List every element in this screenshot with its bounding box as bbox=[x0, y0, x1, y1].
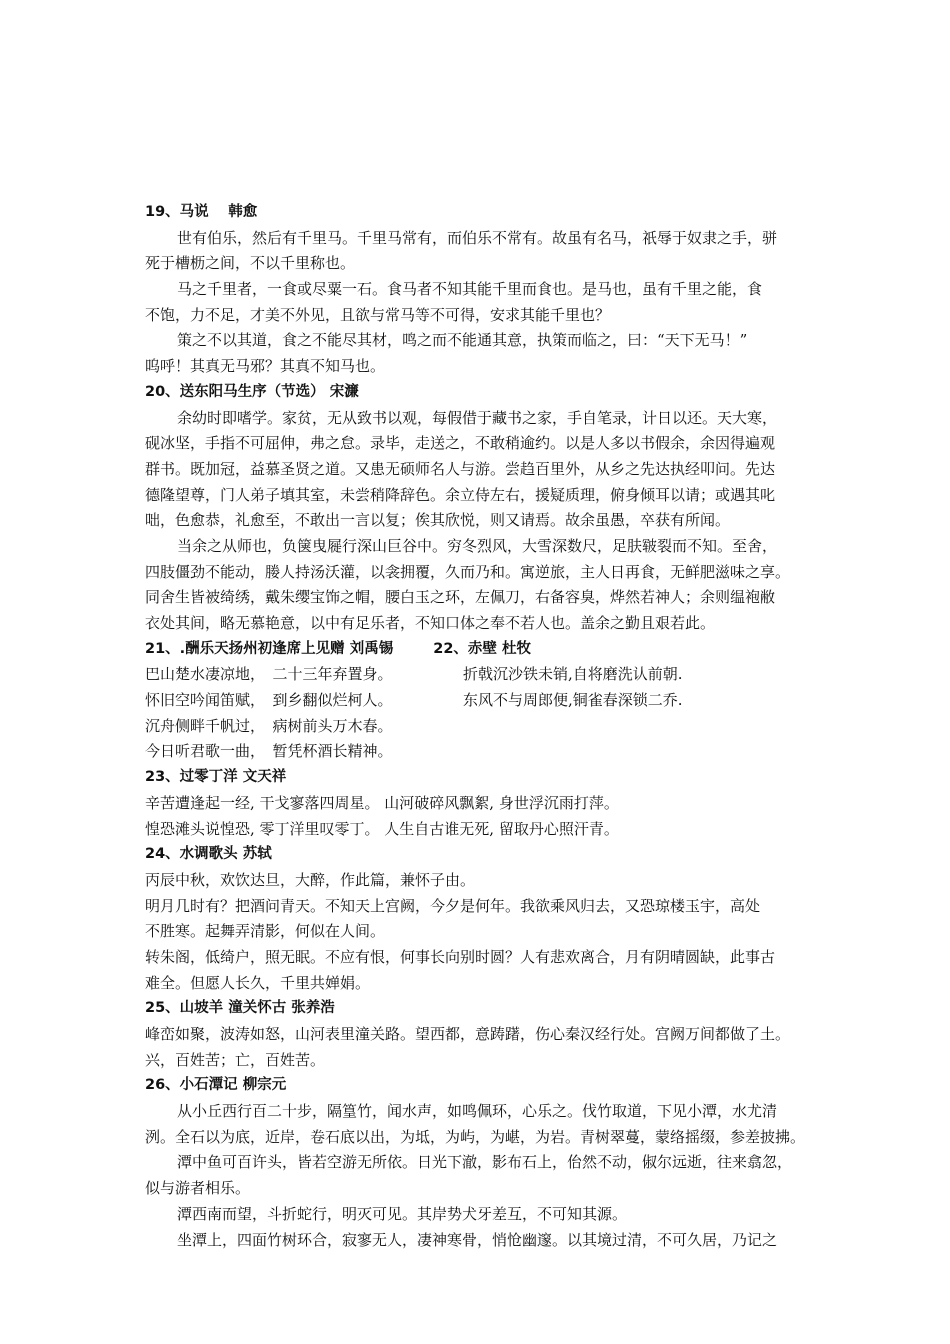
paragraph-line: 似与游者相乐。 bbox=[145, 1179, 251, 1198]
paragraph-line: 群书。既加冠，益慕圣贤之道。又患无硕师名人与游。尝趋百里外，从乡之先达执经叩问。先达 bbox=[145, 459, 776, 478]
poem-line: 东风不与周郎便,铜雀春深锁二乔. bbox=[463, 691, 683, 710]
section-heading: 25、山坡羊 潼关怀古 张养浩 bbox=[145, 1000, 335, 1017]
document-body bbox=[145, 200, 820, 1253]
paragraph-line: 兴，百姓苦；亡，百姓苦。 bbox=[145, 1050, 326, 1069]
paragraph-line: 衣处其间，略无慕艳意，以中有足乐者，不知口体之奉不若人也。盖余之勤且艰若此。 bbox=[145, 614, 716, 632]
section-heading: 26、小石潭记 柳宗元 bbox=[145, 1077, 287, 1094]
paragraph-line: 转朱阁，低绮户，照无眠。不应有恨，何事长向别时圆？人有悲欢离合，月有阴晴圆缺，此事古 bbox=[145, 947, 776, 966]
paragraph-line: 世有伯乐，然后有千里马。千里马常有，而伯乐不常有。故虽有名马，祇辱于奴隶之手，骈 bbox=[177, 228, 778, 247]
poem-line: 怀旧空吟闻笛赋， 到乡翻似烂柯人。 bbox=[145, 691, 393, 710]
paragraph-line: 马之千里者，一食或尽粟一石。食马者不知其能千里而食也。是马也，虽有千里之能，食 bbox=[177, 280, 763, 299]
section-heading: 23、过零丁洋 文天祥 bbox=[145, 769, 287, 786]
section-heading: 22、赤壁 杜牧 bbox=[433, 640, 531, 657]
poem-line-pair bbox=[145, 662, 820, 688]
paragraph-line: 惶恐滩头说惶恐, 零丁洋里叹零丁。 人生自古谁无死, 留取丹心照汗青。 bbox=[145, 819, 619, 838]
paragraph-line: 不饱，力不足，才美不外见，且欲与常马等不可得，安求其能千里也？ bbox=[145, 305, 611, 324]
paragraph-line: 同舍生皆被绮绣，戴朱缨宝饰之帽，腰白玉之环，左佩刀，右备容臭，烨然若神人；余则缊袍敝 bbox=[145, 588, 776, 607]
section-heading: 24、水调歌头 苏轼 bbox=[145, 846, 272, 863]
paragraph-line: 洌。全石以为底，近岸，卷石底以出，为坻，为屿，为嵁，为岩。青树翠蔓，蒙络摇缀，参差披拂。 bbox=[145, 1127, 806, 1146]
section-heading: 21、.酬乐天扬州初逢席上见赠 刘禹锡 bbox=[145, 640, 394, 657]
paragraph-line: 潭中鱼可百许头，皆若空游无所依。日光下澈，影布石上，佁然不动，俶尔远逝，往来翕忽， bbox=[177, 1153, 793, 1172]
poem-line: 今日听君歌一曲， 暂凭杯酒长精神。 bbox=[145, 742, 393, 761]
paragraph-line: 辛苦遭逢起一经, 干戈寥落四周星。 山河破碎风飘絮, 身世浮沉雨打萍。 bbox=[145, 793, 619, 812]
heading-pair bbox=[145, 637, 820, 663]
paragraph-line: 不胜寒。起舞弄清影，何似在人间。 bbox=[145, 922, 386, 941]
paragraph-line: 丙辰中秋，欢饮达旦，大醉，作此篇，兼怀子由。 bbox=[145, 870, 476, 889]
section-heading: 19、马说 韩愈 bbox=[145, 204, 258, 220]
paragraph-line: 明月几时有？把酒问青天。不知天上宫阙，今夕是何年。我欲乘风归去，又恐琼楼玉宇，高处 bbox=[145, 896, 761, 915]
paragraph-line: 坐潭上，四面竹树环合，寂寥无人，凄神寒骨，悄怆幽邃。以其境过清，不可久居，乃记之 bbox=[177, 1230, 778, 1249]
poem-line: 巴山楚水凄凉地， 二十三年弃置身。 bbox=[145, 665, 393, 684]
paragraph-line: 余幼时即嗜学。家贫，无从致书以观，每假借于藏书之家，手自笔录，计日以还。天大寒， bbox=[177, 408, 778, 427]
paragraph-line: 潭西南而望，斗折蛇行，明灭可见。其岸势犬牙差互，不可知其源。 bbox=[177, 1204, 628, 1223]
paragraph-line: 从小丘西行百二十步，隔篁竹，闻水声，如鸣佩环，心乐之。伐竹取道，下见小潭，水尤清 bbox=[177, 1102, 778, 1121]
poem-line-pair bbox=[145, 688, 820, 714]
paragraph-line: 咄，色愈恭，礼愈至，不敢出一言以复；俟其欣悦，则又请焉。故余虽愚，卒获有所闻。 bbox=[145, 511, 731, 530]
paragraph-line: 策之不以其道，食之不能尽其材，鸣之而不能通其意，执策而临之，曰：“天下无马！” bbox=[177, 331, 748, 350]
section-heading: 20、送东阳马生序（节选） 宋濂 bbox=[145, 383, 359, 400]
paragraph-line: 四肢僵劲不能动，媵人持汤沃灌，以衾拥覆，久而乃和。寓逆旅，主人日再食，无鲜肥滋味之享。 bbox=[145, 562, 791, 581]
paragraph-line: 死于槽枥之间，不以千里称也。 bbox=[145, 254, 356, 273]
poem-line: 沉舟侧畔千帆过， 病树前头万木春。 bbox=[145, 716, 393, 735]
paragraph-line: 德隆望尊，门人弟子填其室，未尝稍降辞色。余立侍左右，援疑质理，俯身倾耳以请；或遇其叱 bbox=[145, 485, 776, 504]
paragraph-line: 呜呼！其真无马邪？其真不知马也。 bbox=[145, 357, 386, 376]
poem-line: 折戟沉沙铁未销,自将磨洗认前朝. bbox=[463, 665, 683, 684]
paragraph-line: 当余之从师也，负箧曳屣行深山巨谷中。穷冬烈风，大雪深数尺，足肤皲裂而不知。至舍， bbox=[177, 536, 778, 555]
paragraph-line: 峰峦如聚，波涛如怒，山河表里潼关路。望西都，意踌躇，伤心秦汉经行处。宫阙万间都做了土。 bbox=[145, 1025, 791, 1043]
paragraph-line: 砚冰坚，手指不可屈伸，弗之怠。录毕，走送之，不敢稍逾约。以是人多以书假余，余因得遍观 bbox=[145, 434, 776, 453]
paragraph-line: 难全。但愿人长久，千里共婵娟。 bbox=[145, 973, 371, 992]
